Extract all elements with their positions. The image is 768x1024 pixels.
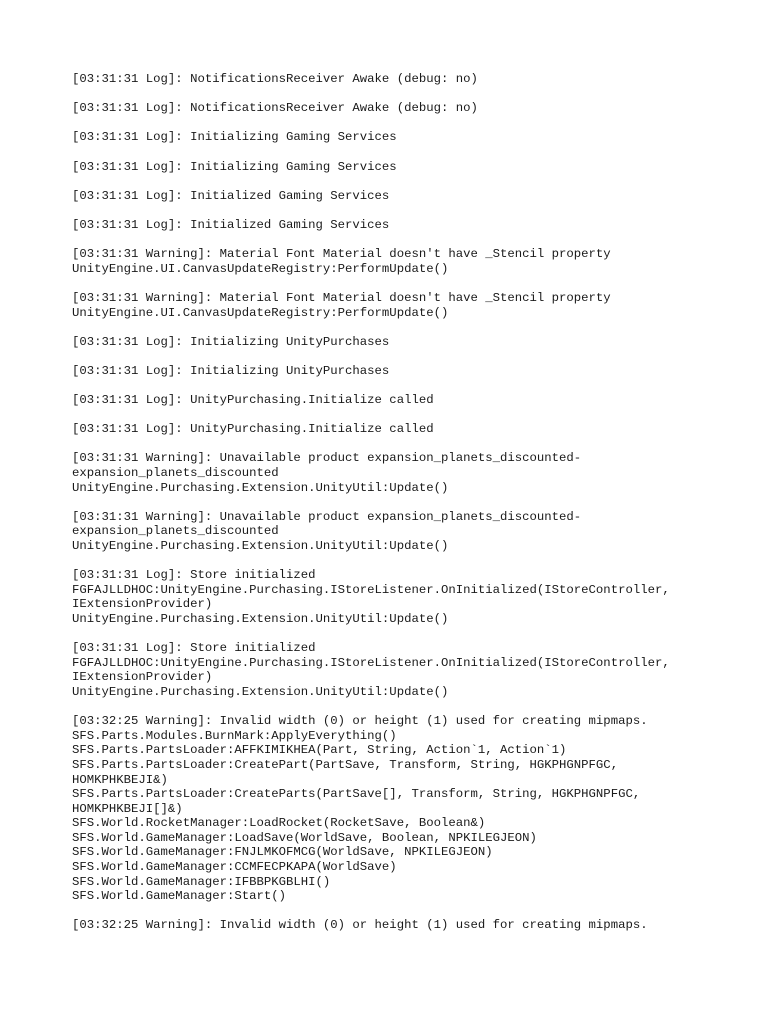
log-message-line: [03:31:31 Log]: Store initialized	[72, 641, 316, 656]
stack-trace-line: SFS.World.GameManager:CCMFECPKAPA(WorldSave)	[72, 860, 397, 875]
log-message-line: [03:31:31 Log]: Store initialized	[72, 568, 316, 583]
log-entry	[72, 510, 732, 554]
stack-trace-line: SFS.World.GameManager:FNJLMKOFMCG(WorldSave, NPKILEGJEON)	[72, 845, 493, 860]
log-entry	[72, 160, 732, 175]
log-entry	[72, 714, 732, 904]
log-entry	[72, 189, 732, 204]
log-message-line: [03:31:31 Log]: Initialized Gaming Services	[72, 217, 390, 232]
stack-trace-line: expansion_planets_discounted	[72, 524, 279, 539]
stack-trace-line: SFS.Parts.PartsLoader:CreateParts(PartSave[], Transform, String, HGKPHGNPFGC,	[72, 787, 641, 802]
stack-trace-line: UnityEngine.Purchasing.Extension.UnityUtil:Update()	[72, 539, 449, 553]
log-message-line: [03:31:31 Warning]: Unavailable product expansion_planets_discounted-	[72, 451, 582, 466]
log-message-line: [03:32:25 Warning]: Invalid width (0) or height (1) used for creating mipmaps.	[72, 918, 648, 933]
log-message-line: [03:31:31 Log]: UnityPurchasing.Initialize called	[72, 393, 434, 408]
log-message-line: [03:31:31 Warning]: Material Font Material doesn't have _Stencil property	[72, 290, 611, 305]
log-message-line: [03:31:31 Log]: Initializing UnityPurchases	[72, 334, 390, 349]
stack-trace-line: SFS.World.GameManager:IFBBPKGBLHI()	[72, 874, 331, 889]
stack-trace-line: UnityEngine.Purchasing.Extension.UnityUtil:Update()	[72, 480, 449, 495]
stack-trace-line: UnityEngine.UI.CanvasUpdateRegistry:PerformUpdate()	[72, 305, 449, 320]
stack-trace-line: SFS.Parts.PartsLoader:CreatePart(PartSave, Transform, String, HGKPHGNPFGC,	[72, 757, 619, 772]
log-page	[72, 72, 732, 948]
log-entry	[72, 72, 732, 87]
log-entry	[72, 364, 732, 379]
log-message-line: [03:31:31 Warning]: Material Font Material doesn't have _Stencil property	[72, 247, 611, 262]
log-entry	[72, 130, 732, 145]
log-message-line: [03:31:31 Warning]: Unavailable product expansion_planets_discounted-	[72, 509, 582, 524]
log-entry	[72, 422, 732, 437]
stack-trace-line: UnityEngine.Purchasing.Extension.UnityUtil:Update()	[72, 611, 449, 626]
stack-trace-line: SFS.Parts.Modules.BurnMark:ApplyEverything()	[72, 728, 397, 743]
log-message-line: [03:31:31 Log]: Initialized Gaming Services	[72, 188, 390, 203]
log-entry	[72, 335, 732, 350]
log-entry	[72, 641, 732, 699]
log-entry	[72, 101, 732, 116]
log-entry	[72, 247, 732, 276]
stack-trace-line: SFS.World.GameManager:Start()	[72, 889, 287, 904]
log-message-line: [03:31:31 Log]: NotificationsReceiver Awake (debug: no)	[72, 101, 478, 116]
log-message-line: [03:32:25 Warning]: Invalid width (0) or height (1) used for creating mipmaps.	[72, 714, 648, 729]
stack-trace-line: HOMKPHKBEJI&)	[72, 772, 168, 787]
stack-trace-line: FGFAJLLDHOC:UnityEngine.Purchasing.IStoreListener.OnInitialized(IStoreController,	[72, 582, 670, 597]
stack-trace-line: SFS.World.GameManager:LoadSave(WorldSave, Boolean, NPKILEGJEON)	[72, 830, 537, 845]
stack-trace-line: expansion_planets_discounted	[72, 466, 279, 481]
log-entry	[72, 218, 732, 233]
stack-trace-line: IExtensionProvider)	[72, 670, 213, 685]
log-entry	[72, 393, 732, 408]
stack-trace-line: UnityEngine.UI.CanvasUpdateRegistry:PerformUpdate()	[72, 261, 449, 276]
stack-trace-line: UnityEngine.Purchasing.Extension.UnityUtil:Update()	[72, 684, 449, 699]
log-message-line: [03:31:31 Log]: NotificationsReceiver Awake (debug: no)	[72, 72, 478, 86]
log-entry	[72, 451, 732, 495]
log-entry	[72, 918, 732, 933]
stack-trace-line: HOMKPHKBEJI[]&)	[72, 801, 183, 816]
log-message-line: [03:31:31 Log]: Initializing Gaming Services	[72, 159, 397, 174]
log-message-line: [03:31:31 Log]: Initializing UnityPurchases	[72, 363, 390, 378]
log-message-line: [03:31:31 Log]: Initializing Gaming Services	[72, 130, 397, 145]
log-message-line: [03:31:31 Log]: UnityPurchasing.Initialize called	[72, 422, 434, 437]
stack-trace-line: SFS.World.RocketManager:LoadRocket(RocketSave, Boolean&)	[72, 816, 486, 831]
stack-trace-line: SFS.Parts.PartsLoader:AFFKIMIKHEA(Part, String, Action`1, Action`1)	[72, 743, 567, 758]
log-entry	[72, 291, 732, 320]
stack-trace-line: IExtensionProvider)	[72, 597, 213, 612]
log-entry	[72, 568, 732, 626]
stack-trace-line: FGFAJLLDHOC:UnityEngine.Purchasing.IStoreListener.OnInitialized(IStoreController,	[72, 655, 670, 670]
